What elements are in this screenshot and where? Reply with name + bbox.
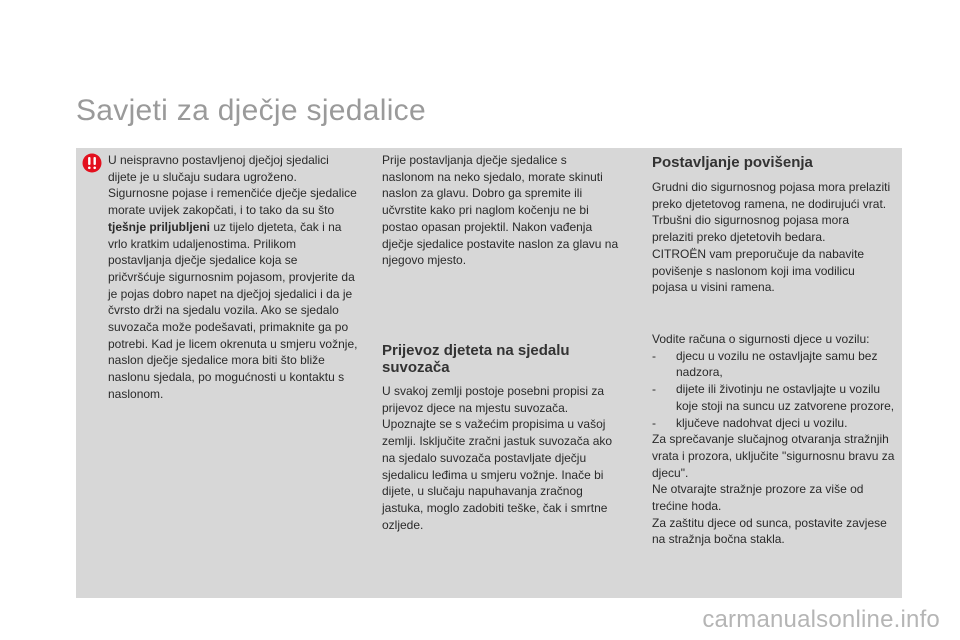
list-item-text: djecu u vozilu ne ostavljajte samu bez nadzora,: [676, 348, 878, 380]
front-passenger-heading: Prijevoz djeteta na sjedalu suvozača: [382, 342, 570, 376]
booster-paragraph-1: Grudni dio sigurnosnog pojasa mora prelaziti preko djetetovog ramena, ne dodirujući vrat.: [652, 180, 891, 211]
list-item: [652, 348, 897, 381]
booster-section: [652, 152, 892, 296]
list-dash: -: [652, 382, 656, 397]
booster-paragraph-3: CITROËN vam preporučuje da nabavite povišenje s naslonom koji ima vodilicu pojasa u visini ramena.: [652, 246, 865, 295]
page-title: Savjeti za dječje sjedalice: [76, 94, 426, 127]
child-safety-section: [652, 331, 897, 548]
front-passenger-paragraph: U svakoj zemlji postoje posebni propisi za prijevoz djece na mjestu suvozača. Upoznajte se s važećim propisima u vašoj zemlji. Isključite zračni jastuk suvozača ako na sjedalo suvozača postavljate dječju sjedalicu leđima u smjeru vožnje. Inače bi dijete, u slučaju napuhavanja zračnog jastuka, moglo zadobiti teške, čak i smrtne ozljede.: [382, 384, 613, 532]
warning-icon: [81, 153, 103, 173]
booster-paragraph-2: Trbušni dio sigurnosnog pojasa mora prelaziti preko djetetovih bedara.: [652, 213, 849, 245]
list-item-text: dijete ili životinju ne ostavljajte u vozilu koje stoji na suncu uz zatvorene prozore,: [676, 382, 895, 413]
sun-blind-paragraph: Za zaštitu djece od sunca, postavite zavjese na stražnja bočna stakla.: [652, 515, 887, 547]
child-safety-intro: Vodite računa o sigurnosti djece u vozilu:: [652, 332, 870, 346]
booster-heading: Postavljanje povišenja: [652, 154, 813, 171]
warning-paragraph: [108, 152, 358, 403]
front-passenger-section: [382, 342, 622, 533]
list-dash: -: [652, 348, 656, 363]
list-item: [652, 381, 897, 414]
list-item: [652, 415, 897, 432]
list-item-text: ključeve nadohvat djeci u vozilu.: [676, 415, 848, 430]
warning-text-end: uz tijelo djeteta, čak i na vrlo kratkim udaljenostima. Prilikom postavljanja dječje sjedalice koja se pričvršćuje sigurnosnim pojasom, provjerite da je pojas dobro napet na dječjoj sjedalici i da je čvrsto drži na sjedalu vozila. Ako se sjedalo suvozača može podešavati, primaknite ga po potrebi. Kad je licem okrenuta u smjeru vožnje, naslon dječje sjedalice mora biti što bliže naslonu sjedala, po mogućnosti u kontaktu s naslonom.: [108, 219, 358, 401]
list-dash: -: [652, 415, 656, 430]
rear-window-paragraph: Ne otvarajte stražnje prozore za više od trećine hoda.: [652, 482, 864, 514]
headrest-paragraph: Prije postavljanja dječje sjedalice s naslonom na neko sjedalo, morate skinuti naslon za glavu. Dobro ga spremite ili učvrstite kako pri naglom kočenju ne bi postao opasan projektil. Nakon vađenja dječje sjedalice postavite naslon za glavu na njegovo mjesto.: [382, 153, 619, 268]
child-lock-paragraph: Za sprečavanje slučajnog otvaranja stražnjih vrata i prozora, uključite "sigurnosnu bravu za djecu".: [652, 432, 895, 480]
warning-text-column: [108, 152, 358, 403]
warning-emphasis: tješnje priljubljeni: [108, 219, 211, 234]
headrest-column: [382, 152, 622, 269]
watermark: carmanualsonline.info: [702, 606, 940, 633]
warning-text-start: U neispravno postavljenoj dječjoj sjedalici dijete je u slučaju sudara ugroženo. Sigurnosne pojase i remenčiće dječje sjedalice morate uvijek zakopčati, i to tako da su što: [108, 153, 357, 218]
